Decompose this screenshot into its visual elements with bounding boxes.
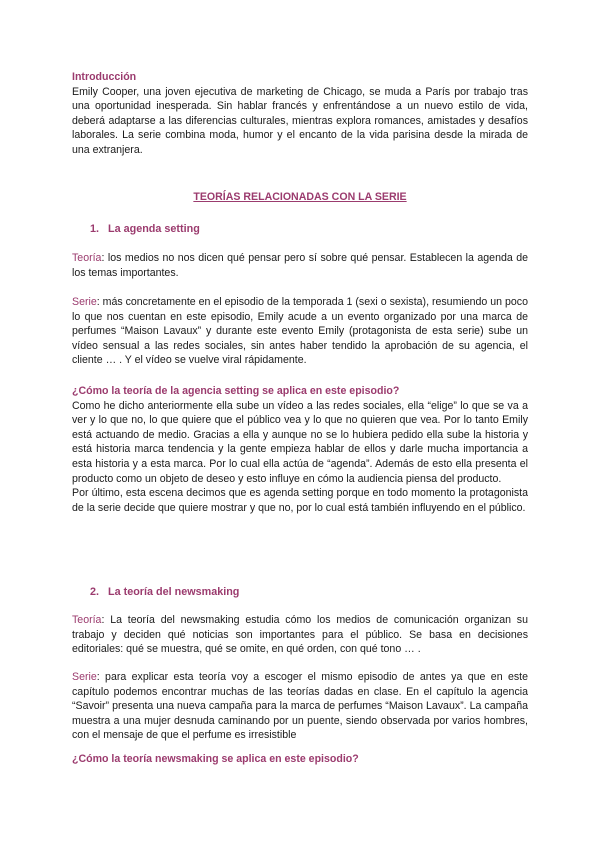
section-number: 1.	[90, 223, 100, 235]
theories-heading: TEORÍAS RELACIONADAS CON LA SERIE	[193, 191, 407, 203]
intro-section	[72, 70, 528, 158]
section-1-heading	[90, 222, 200, 237]
teoria-label: Teoría	[72, 614, 102, 626]
section-question: ¿Cómo la teoría newsmaking se aplica en este episodio?	[72, 753, 359, 765]
section-2-serie	[72, 670, 528, 743]
teoria-text: : La teoría del newsmaking estudia cómo los medios de comunicación organizan su trabajo y deciden qué noticias son importantes para el público. Se basa en decisiones editoriales: qué se muestra, qué se omite, en qué orden, con qué tono … .	[72, 614, 528, 656]
answer-paragraph-2: Por último, esta escena decimos que es agenda setting porque en todo momento la protagonista de la serie decide que quiere mostrar y que no, por lo cual está también influyendo en el público.	[72, 487, 528, 514]
section-title: La teoría del newsmaking	[108, 586, 240, 598]
section-1-teoria	[72, 251, 528, 280]
section-2-question-block	[72, 752, 528, 767]
section-1-serie	[72, 295, 528, 368]
section-title: La agenda setting	[108, 223, 200, 235]
teoria-label: Teoría	[72, 252, 102, 264]
section-2-heading	[90, 585, 239, 600]
serie-label: Serie	[72, 296, 97, 308]
teoria-text: : los medios no nos dicen qué pensar pero sí sobre qué pensar. Establecen la agenda de los temas importantes.	[72, 252, 528, 279]
serie-text: : más concretamente en el episodio de la temporada 1 (sexi o sexista), resumiendo un poco lo que nos cuentan en este episodio, Emily acude a un evento organizado por una marca de perfumes “Maison Lavaux” y durante este evento Emily (protagonista de esta serie) sube un vídeo sensual a las redes sociales, sin antes haber tendido la aprobación de su agencia, el cliente … . Y el vídeo se vuelve viral rápidamente.	[72, 296, 528, 367]
serie-label: Serie	[72, 671, 97, 683]
section-2-teoria	[72, 613, 528, 657]
section-1-question-block	[72, 384, 528, 515]
intro-title: Introducción	[72, 71, 137, 83]
intro-text: Emily Cooper, una joven ejecutiva de marketing de Chicago, se muda a París por trabajo tras una oportunidad inesperada. Sin hablar francés y enfrentándose a un nuevo estilo de vida, deberá adaptarse a las diferencias culturales, mientras explora romances, amistades y desafíos laborales. La serie combina moda, humor y el encanto de la vida parisina desde la mirada de una extranjera.	[72, 85, 528, 156]
section-number: 2.	[90, 586, 100, 598]
answer-paragraph-1: Como he dicho anteriormente ella sube un vídeo a las redes sociales, ella “elige” lo que se va a ver y lo que no, lo que quiere que el público vea y lo que no quieren que vea. Por lo tanto Emily está actuando de medio. Gracias a ella y aunque no se lo hubiera pedido ella sube la historia y está historia marca tendencia y la gente empieza hablar de ellos y darle mucha importancia a esta historia y a esta marca. Por lo cual ella actúa de “agenda”. Además de esto ella presenta el producto como un objeto de deseo y esto influye en cómo la audiencia piensa del producto.	[72, 399, 528, 485]
section-question: ¿Cómo la teoría de la agencia setting se aplica en este episodio?	[72, 385, 400, 397]
serie-text: : para explicar esta teoría voy a escoger el mismo episodio de antes ya que en este capítulo podemos encontrar muchas de las teorías dadas en clase. En el capítulo la agencia “Savoir” presenta una nueva campaña para la marca de perfumes “Maison Lavaux”. La campaña muestra a una mujer desnuda caminando por un puente, siendo observada por varios hombres, con el mensaje de que el perfume es irresistible	[72, 671, 528, 742]
